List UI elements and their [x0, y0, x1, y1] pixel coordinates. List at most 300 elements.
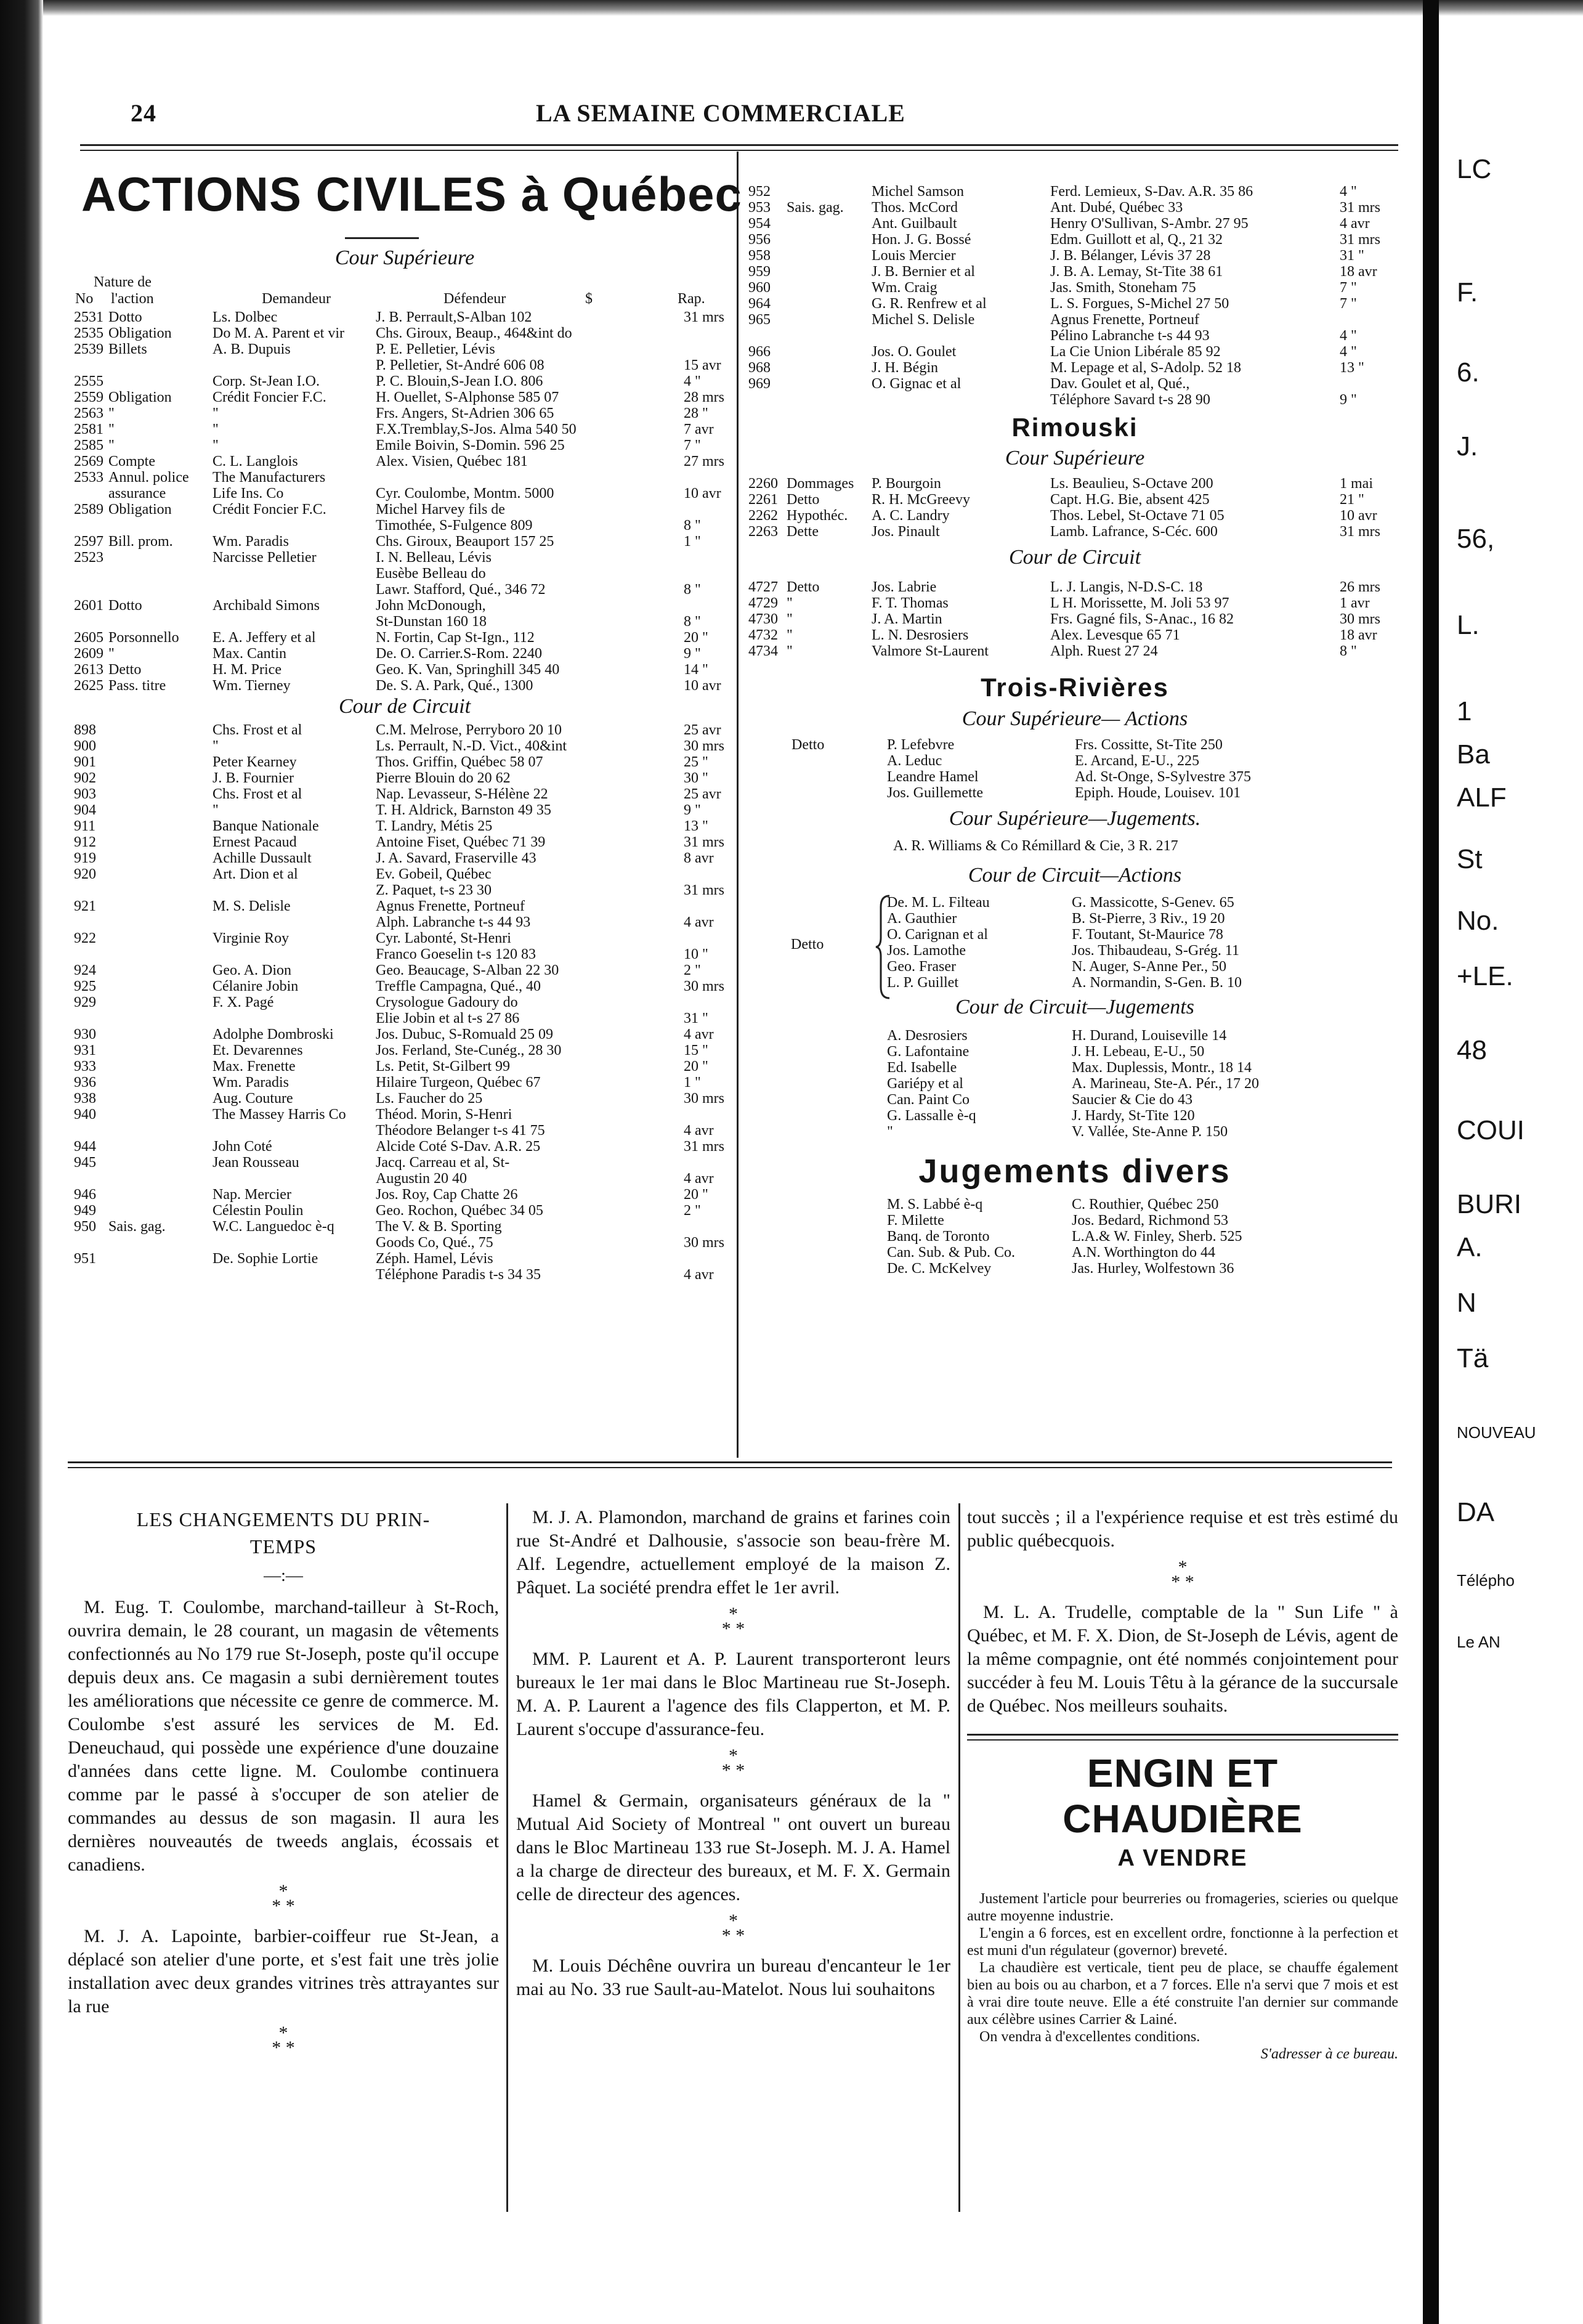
- cell-no: 949: [74, 1203, 96, 1219]
- cell-dem: H. M. Price: [213, 662, 281, 678]
- cell-no: 2597: [74, 534, 103, 550]
- table-rimouski-circuit: [748, 579, 1401, 659]
- cell-def: Timothée, S-Fulgence 809: [376, 518, 533, 534]
- table-row: [74, 882, 736, 898]
- paragraph-laurent: MM. P. Laurent et A. P. Laurent transporteront leurs bureaux le 1er mai dans le Bloc Martineau rue St-Joseph. M. A. P. Laurent a l'agence des fils Clapperton, et M. P. Laurent s'occupe d'assurance-feu.: [516, 1649, 950, 1739]
- table-row: [887, 927, 1398, 943]
- table-row: [74, 534, 736, 550]
- cell-rap: 8 ": [684, 614, 701, 630]
- cell-no: 2523: [74, 550, 103, 566]
- edge-fragment: 48: [1457, 1035, 1487, 1065]
- cell-no: 958: [748, 248, 771, 264]
- table-row: [74, 1042, 736, 1058]
- column-3-news: [967, 1506, 1398, 2063]
- cell-rap: 8 avr: [684, 850, 714, 866]
- cell-rap: 8 ": [684, 518, 701, 534]
- cell-rap: 4 avr: [684, 1267, 714, 1283]
- cell-nat: Billets: [108, 341, 147, 357]
- table-row: [74, 662, 736, 678]
- cell-rap: 26 mrs: [1340, 579, 1380, 595]
- cell-rap: 4 ": [1340, 328, 1357, 344]
- col-action: l'action: [111, 291, 154, 307]
- table-row: [887, 1028, 1398, 1044]
- table-row: [74, 357, 736, 373]
- cell-no: 922: [74, 930, 96, 946]
- cell-no: 965: [748, 312, 771, 328]
- cell-dem: A. Leduc: [887, 753, 942, 769]
- table-row: [74, 373, 736, 389]
- cell-rap: 4 ": [1340, 344, 1357, 360]
- table-row: [74, 1267, 736, 1283]
- table-tr-circuit: [887, 895, 1398, 991]
- table-row: [74, 770, 736, 786]
- scan-edge-top: [0, 0, 1583, 16]
- cell-def: Elie Jobin et al t-s 27 86: [376, 1010, 520, 1026]
- table-row: [748, 392, 1401, 408]
- table-row: [748, 508, 1401, 524]
- cell-def: N. Auger, S-Anne Per., 50: [1072, 959, 1227, 975]
- cell-dem: Jos. Guillemette: [887, 785, 983, 801]
- table-row: [748, 376, 1401, 392]
- edge-fragment: +LE.: [1457, 961, 1513, 991]
- cell-def: Téléphore Savard t-s 28 90: [1050, 392, 1210, 408]
- table-row: [887, 1261, 1398, 1277]
- table-row: [74, 405, 736, 421]
- cell-def: G. Massicotte, S-Genev. 65: [1072, 895, 1234, 911]
- cell-rap: 25 ": [684, 754, 708, 770]
- cell-nat: ": [108, 421, 115, 437]
- cell-def: Jos. Dubuc, S-Romuald 25 09: [376, 1026, 553, 1042]
- cell-rap: 9 ": [1340, 392, 1357, 408]
- table-row: [748, 296, 1401, 312]
- cell-def: N. Fortin, Cap St-Ign., 112: [376, 630, 535, 646]
- cell-rap: 31 mrs: [1340, 232, 1380, 248]
- cell-def: J. B. Bélanger, Lévis 37 28: [1050, 248, 1211, 264]
- cell-rap: 7 ": [1340, 280, 1357, 296]
- paragraph-coulombe: M. Eug. T. Coulombe, marchand-tailleur à St-Roch, ouvrira demain, le 28 courant, un magasin de vêtements confectionnés au No 179 rue St-Joseph, poste qu'il occupe depuis deux ans. Ce magasin a subi dernièrement toutes les améliorations que nécessite ce genre de commerce. M. Coulombe s'est assuré les services de M. Ed. Deneuchaud, qui possède une expérience d'une douzaine d'années dans cette ligne. M. Coulombe continuera comme par le passé à s'occuper de son atelier de commandes au dessus de son magasin. Il aura les dernières nouveautés de tweeds anglais, écossais et canadiens.: [68, 1597, 499, 1875]
- cell-def: Geo. Rochon, Québec 34 05: [376, 1203, 543, 1219]
- cell-no: 900: [74, 738, 96, 754]
- cell-dem: Crédit Foncier F.C.: [213, 502, 326, 518]
- cell-no: 4730: [748, 611, 778, 627]
- cell-def: V. Vallée, Ste-Anne P. 150: [1072, 1124, 1228, 1140]
- table-row: [887, 1076, 1398, 1092]
- cell-dem: Life Ins. Co: [213, 486, 284, 502]
- cell-rap: 25 avr: [684, 722, 721, 738]
- cell-dem: Chs. Frost et al: [213, 786, 302, 802]
- table-row: [74, 341, 736, 357]
- table-row: [74, 1123, 736, 1139]
- table-row: [74, 469, 736, 486]
- cell-def: De. O. Carrier.S-Rom. 2240: [376, 646, 542, 662]
- cell-dem: Hon. J. G. Bossé: [872, 232, 971, 248]
- running-title: LA SEMAINE COMMERCIALE: [536, 99, 905, 127]
- table-row: [748, 216, 1401, 232]
- cell-no: 945: [74, 1155, 96, 1171]
- short-rule: [345, 237, 419, 239]
- cell-no: 2589: [74, 502, 103, 518]
- cell-dem: Jos. Labrie: [872, 579, 937, 595]
- cell-def: Agnus Frenette, Portneuf: [376, 898, 525, 914]
- cell-no: 898: [74, 722, 96, 738]
- article-changements: [68, 1506, 499, 2066]
- jugements-divers-heading: Jugements divers: [918, 1153, 1231, 1190]
- cell-rap: 4 avr: [684, 1171, 714, 1187]
- cell-no: 938: [74, 1091, 96, 1107]
- table-row: [748, 753, 1401, 769]
- table-row: [74, 421, 736, 437]
- cell-no: 4729: [748, 595, 778, 611]
- cell-dem: Max. Frenette: [213, 1058, 296, 1075]
- cell-def: Goods Co, Qué., 75: [376, 1235, 493, 1251]
- cell-no: 944: [74, 1139, 96, 1155]
- table-row: [74, 834, 736, 850]
- cell-no: 968: [748, 360, 771, 376]
- cell-dem: F. X. Pagé: [213, 994, 274, 1010]
- cell-rap: 30 mrs: [684, 978, 724, 994]
- cell-dem: G. R. Renfrew et al: [872, 296, 987, 312]
- rimouski-cour-circuit: Cour de Circuit: [1008, 546, 1141, 569]
- facing-page-fragment: [1451, 154, 1580, 2249]
- table-row: [74, 1139, 736, 1155]
- edge-fragment: 6.: [1457, 357, 1480, 388]
- cell-def: P. E. Pelletier, Lévis: [376, 341, 495, 357]
- cell-nat: Sais. gag.: [787, 200, 844, 216]
- table-row: [748, 785, 1401, 801]
- asterism-icon: * * *: [721, 1604, 745, 1639]
- cell-no: 2263: [748, 524, 778, 540]
- cell-rap: 7 avr: [684, 421, 714, 437]
- cell-dem: Wm. Paradis: [213, 1075, 289, 1091]
- cell-dem: Chs. Frost et al: [213, 722, 302, 738]
- cell-def: Ant. Dubé, Québec 33: [1050, 200, 1183, 216]
- table-row: [887, 1213, 1398, 1229]
- edge-fragment: Ba: [1457, 739, 1490, 770]
- table-row: [74, 930, 736, 946]
- cell-dem: Aug. Couture: [213, 1091, 293, 1107]
- cell-dem: Jean Rousseau: [213, 1155, 299, 1171]
- table-row: [74, 453, 736, 469]
- table-row: [748, 737, 1401, 753]
- table-cour-circuit: [74, 722, 736, 1283]
- cell-dem: De. C. McKelvey: [887, 1261, 992, 1277]
- cell-rap: 20 ": [684, 630, 708, 646]
- cell-rap: 28 mrs: [684, 389, 724, 405]
- cell-no: 946: [74, 1187, 96, 1203]
- table-row: [748, 524, 1401, 540]
- cell-nat: Annul. police: [108, 469, 189, 486]
- cell-rap: 10 ": [684, 946, 708, 962]
- cell-dem: Do M. A. Parent et vir: [213, 325, 344, 341]
- cell-def: Cyr. Coulombe, Montm. 5000: [376, 486, 554, 502]
- cell-def: Pierre Blouin do 20 62: [376, 770, 511, 786]
- cell-def: A. Marineau, Ste-A. Pér., 17 20: [1072, 1076, 1259, 1092]
- cell-no: 4727: [748, 579, 778, 595]
- edge-fragment: F.: [1457, 277, 1478, 307]
- cell-rap: 15 avr: [684, 357, 721, 373]
- table-row: [74, 325, 736, 341]
- cell-no: 920: [74, 866, 96, 882]
- cell-dem: L. P. Guillet: [887, 975, 959, 991]
- edge-fragment: LC: [1457, 154, 1492, 184]
- table-row: [748, 344, 1401, 360]
- table-row: [74, 754, 736, 770]
- cell-nat: Porsonnello: [108, 630, 179, 646]
- cell-rap: 30 mrs: [1340, 611, 1380, 627]
- page-number: 24: [131, 99, 156, 127]
- cell-rap: 30 mrs: [684, 1091, 724, 1107]
- table-row: [74, 850, 736, 866]
- cell-nat: ": [787, 627, 793, 643]
- cell-dem: J. B. Bernier et al: [872, 264, 975, 280]
- edge-fragment: NOUVEAU: [1457, 1423, 1536, 1442]
- cell-nat: Dotto: [108, 309, 142, 325]
- page-gutter: [1423, 0, 1439, 2324]
- cell-def: Jos. Bedard, Richmond 53: [1072, 1213, 1228, 1229]
- cell-def: Ls. Beaulieu, S-Octave 200: [1050, 476, 1213, 492]
- edge-fragment: A.: [1457, 1232, 1483, 1262]
- cell-rap: 4 avr: [684, 1123, 714, 1139]
- cell-dem: De. M. L. Filteau: [887, 895, 990, 911]
- table-row: [74, 678, 736, 694]
- cell-rap: 9 ": [684, 646, 701, 662]
- cell-dem: ": [213, 437, 219, 453]
- cell-rap: 15 ": [684, 1042, 708, 1058]
- cell-def: St-Dunstan 160 18: [376, 614, 487, 630]
- cell-no: 929: [74, 994, 96, 1010]
- table-row: [74, 946, 736, 962]
- ad-rule-top: [967, 1734, 1398, 1741]
- cell-def: Téléphone Paradis t-s 34 35: [376, 1267, 541, 1283]
- table-row: [887, 1092, 1398, 1108]
- lower-divider-2: [958, 1503, 960, 2212]
- col-defendeur: Défendeur: [443, 291, 506, 307]
- cell-rap: 4 avr: [684, 914, 714, 930]
- cell-rap: 18 avr: [1340, 627, 1377, 643]
- cell-dem: Banque Nationale: [213, 818, 319, 834]
- cell-dem: J. H. Bégin: [872, 360, 938, 376]
- edge-fragment: Tä: [1457, 1343, 1489, 1373]
- cell-def: Crysologue Gadoury do: [376, 994, 518, 1010]
- cell-rap: 10 avr: [1340, 508, 1377, 524]
- scan-edge-left: [0, 0, 43, 2324]
- cell-nat: ": [787, 595, 793, 611]
- court-superieure-heading: Cour Supérieure: [334, 246, 475, 269]
- table-row: [74, 818, 736, 834]
- ad-subtitle: A VENDRE: [1117, 1845, 1248, 1871]
- cell-dem: P. Lefebvre: [887, 737, 955, 753]
- cell-rap: 31 mrs: [1340, 200, 1380, 216]
- cell-dem: F. T. Thomas: [872, 595, 949, 611]
- table-row: [74, 566, 736, 582]
- detto-brace-label: Detto: [791, 937, 824, 953]
- cell-def: L H. Morissette, M. Joli 53 97: [1050, 595, 1229, 611]
- cell-no: 2585: [74, 437, 103, 453]
- cell-rap: 2 ": [684, 962, 701, 978]
- cell-rap: 31 mrs: [684, 309, 724, 325]
- cell-no: 2605: [74, 630, 103, 646]
- rimouski-cour-superieure: Cour Supérieure: [1005, 447, 1145, 469]
- cell-rap: 13 ": [1340, 360, 1364, 376]
- cell-def: P. C. Blouin,S-Jean I.O. 806: [376, 373, 543, 389]
- table-row: [74, 309, 736, 325]
- cell-dem: M. S. Labbé è-q: [887, 1197, 983, 1213]
- cell-def: Saucier & Cie do 43: [1072, 1092, 1192, 1108]
- cell-nat: Obligation: [108, 325, 172, 341]
- cell-no: 2581: [74, 421, 103, 437]
- cell-rap: 30 ": [684, 770, 708, 786]
- article-dash: —:—: [264, 1566, 303, 1585]
- cell-dem: G. Lafontaine: [887, 1044, 970, 1060]
- article-title-line1: LES CHANGEMENTS DU PRIN-: [136, 1508, 431, 1530]
- cell-no: 2569: [74, 453, 103, 469]
- cell-nat: Dotto: [108, 598, 142, 614]
- cell-rap: 8 ": [684, 582, 701, 598]
- cell-dem: ": [213, 802, 219, 818]
- cell-dem: Ant. Guilbault: [872, 216, 957, 232]
- cell-dem: Peter Kearney: [213, 754, 297, 770]
- cell-no: 954: [748, 216, 771, 232]
- table-row: [74, 1235, 736, 1251]
- cell-dem: Banq. de Toronto: [887, 1229, 990, 1245]
- table-row: [74, 582, 736, 598]
- cell-no: 2563: [74, 405, 103, 421]
- table-row: [74, 389, 736, 405]
- cell-no: 2260: [748, 476, 778, 492]
- cell-def: Eusèbe Belleau do: [376, 566, 486, 582]
- cell-rap: 8 ": [1340, 643, 1357, 659]
- table-cour-superieure: [74, 309, 736, 694]
- cell-def: Jos. Ferland, Ste-Cunég., 28 30: [376, 1042, 562, 1058]
- cell-rap: 31 mrs: [684, 882, 724, 898]
- cell-def: Capt. H.G. Bie, absent 425: [1050, 492, 1210, 508]
- cell-rap: 4 ": [684, 373, 701, 389]
- table-row: [887, 1108, 1398, 1124]
- cell-dem: W.C. Languedoc è-q: [213, 1219, 334, 1235]
- cell-nat: ": [108, 437, 115, 453]
- table-row: [748, 769, 1401, 785]
- ad-text-2: L'engin a 6 forces, est en excellent ordre, fonctionne à la perfection et est muni d'un régulateur (governor) breveté.: [967, 1925, 1398, 1959]
- asterism-icon: * * *: [272, 2023, 295, 2058]
- cell-dem: ": [213, 405, 219, 421]
- cell-dem: C. L. Langlois: [213, 453, 298, 469]
- cell-def: C. Routhier, Québec 250: [1072, 1197, 1219, 1213]
- cell-dem: F. Milette: [887, 1213, 944, 1229]
- ad-text-3: La chaudière est verticale, tient peu de place, se chauffe également bien au bois ou au charbon, et a 7 forces. Elle n'a servi que 7 mois et est à vrai dire toute neuve. Elle a été construite l'an dernier sur commande aux célèbre usines Carrier & Lainé.: [967, 1960, 1398, 2028]
- cell-no: 969: [748, 376, 771, 392]
- cell-def: Treffle Campagna, Qué., 40: [376, 978, 541, 994]
- cell-nat: Detto: [787, 579, 820, 595]
- ad-body: [967, 1890, 1398, 2063]
- cell-dem: A. Desrosiers: [887, 1028, 968, 1044]
- cell-no: 931: [74, 1042, 96, 1058]
- cell-nat: ": [787, 611, 793, 627]
- asterism-icon: * * *: [272, 1881, 295, 1916]
- table-row: [887, 1197, 1398, 1213]
- cell-def: Alex. Levesque 65 71: [1050, 627, 1180, 643]
- cell-dem: Célanire Jobin: [213, 978, 299, 994]
- cell-no: 4734: [748, 643, 778, 659]
- cell-dem: Ed. Isabelle: [887, 1060, 957, 1076]
- cell-def: J. Hardy, St-Tite 120: [1072, 1108, 1195, 1124]
- cell-dem: Can. Paint Co: [887, 1092, 970, 1108]
- cell-dem: M. S. Delisle: [213, 898, 291, 914]
- court-circuit-heading: Cour de Circuit: [338, 695, 471, 718]
- cell-nat: Detto: [787, 492, 820, 508]
- table-row: [748, 360, 1401, 376]
- table-row: [748, 280, 1401, 296]
- table-row: [74, 1010, 736, 1026]
- cell-dem: Wm. Craig: [872, 280, 937, 296]
- cell-dem: Gariépy et al: [887, 1076, 963, 1092]
- cell-def: Geo. Beaucage, S-Alban 22 30: [376, 962, 559, 978]
- cell-def: Ls. Perrault, N.-D. Vict., 40&int: [376, 738, 567, 754]
- cell-dem: Geo. Fraser: [887, 959, 956, 975]
- cell-def: P. Pelletier, St-André 606 08: [376, 357, 545, 373]
- cell-def: Dav. Goulet et al, Qué.,: [1050, 376, 1190, 392]
- cell-no: 2613: [74, 662, 103, 678]
- table-row: [748, 200, 1401, 216]
- cell-rap: 1 avr: [1340, 595, 1370, 611]
- edge-fragment: Télépho: [1457, 1571, 1515, 1590]
- cell-nat: ": [108, 646, 115, 662]
- paragraph-succes: tout succès ; il a l'expérience requise et est très estimé du public québecquois.: [967, 1507, 1398, 1551]
- table-row: [887, 959, 1398, 975]
- table-row: [748, 579, 1401, 595]
- cell-def: Cyr. Labonté, St-Henri: [376, 930, 511, 946]
- cell-rap: 30 mrs: [684, 738, 724, 754]
- cell-rap: 20 ": [684, 1058, 708, 1075]
- cell-def: Hilaire Turgeon, Québec 67: [376, 1075, 541, 1091]
- cell-dem: Ernest Pacaud: [213, 834, 297, 850]
- cell-no: 4732: [748, 627, 778, 643]
- cell-rap: 1 mai: [1340, 476, 1373, 492]
- table-jugements-divers: [887, 1197, 1398, 1277]
- cell-dem: Art. Dion et al: [213, 866, 298, 882]
- cell-rap: 20 ": [684, 1187, 708, 1203]
- column-2-news: [516, 1506, 950, 2009]
- cell-dem: Célestin Poulin: [213, 1203, 304, 1219]
- tr-jugement-line: A. R. Williams & Co Rémillard & Cie, 3 R. 217: [893, 838, 1178, 854]
- cell-def: Ls. Petit, St-Gilbert 99: [376, 1058, 510, 1075]
- edge-fragment: BURI: [1457, 1189, 1522, 1219]
- cell-def: Frs. Cossitte, St-Tite 250: [1075, 737, 1223, 753]
- cell-def: L. S. Forgues, S-Michel 27 50: [1050, 296, 1229, 312]
- edge-fragment: 1: [1457, 696, 1472, 726]
- tr-cour-sup-actions: Cour Supérieure— Actions: [962, 707, 1188, 730]
- cell-def: M. Lepage et al, S-Adolp. 52 18: [1050, 360, 1241, 376]
- cell-def: H. Durand, Louiseville 14: [1072, 1028, 1227, 1044]
- table-row: [74, 978, 736, 994]
- table-row: [887, 943, 1398, 959]
- cell-def: F.X.Tremblay,S-Jos. Alma 540 50: [376, 421, 577, 437]
- paragraph-plamondon: M. J. A. Plamondon, marchand de grains et farines coin rue St-André et Dalhousie, s'associe son beau-frère M. Alf. Legendre, actuellement employé de la maison Z. Pâquet. La société prendra effet le 1er avril.: [516, 1507, 950, 1598]
- edge-fragment: Le AN: [1457, 1633, 1500, 1651]
- cell-rap: 14 ": [684, 662, 708, 678]
- table-row: [74, 646, 736, 662]
- cell-def: Jas. Hurley, Wolfestown 36: [1072, 1261, 1234, 1277]
- table-row: [74, 598, 736, 614]
- cell-def: Augustin 20 40: [376, 1171, 468, 1187]
- table-row: [748, 184, 1401, 200]
- cell-no: 964: [748, 296, 771, 312]
- cell-def: Jas. Smith, Stoneham 75: [1050, 280, 1196, 296]
- cell-dem: ": [213, 421, 219, 437]
- table-row: [748, 627, 1401, 643]
- col-amount: $: [585, 291, 593, 307]
- table-row: [74, 786, 736, 802]
- cell-def: B. St-Pierre, 3 Riv., 19 20: [1072, 911, 1225, 927]
